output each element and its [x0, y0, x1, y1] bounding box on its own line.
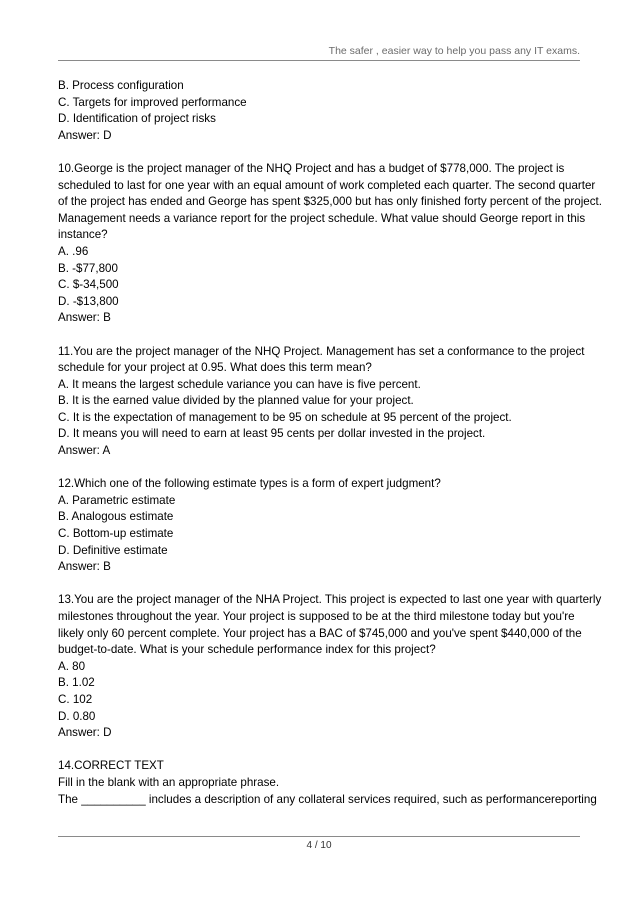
question-10 — [58, 161, 602, 327]
question-text-line: 11.You are the project manager of the NHQ Project. Management has set a conformance to the project — [58, 344, 585, 358]
question-text-line: schedule for your project at 0.95. What does this term mean? — [58, 361, 372, 375]
option-line: C. Targets for improved performance — [58, 95, 247, 109]
option-line: C. 102 — [58, 692, 93, 706]
answer-line: Answer: B — [58, 311, 111, 325]
option-line: C. Bottom-up estimate — [58, 527, 174, 541]
page-content — [58, 78, 602, 808]
option-line: D. -$13,800 — [58, 294, 119, 308]
page-number: 4 / 10 — [306, 840, 332, 851]
previous-question-continuation — [58, 78, 588, 144]
question-text-line: 12.Which one of the following estimate types is a form of expert judgment? — [58, 477, 441, 491]
option-line: B. -$77,800 — [58, 261, 118, 275]
question-text-line: of the project has ended and George has spent $325,000 but has only finished forty percent of the project. — [58, 195, 602, 209]
question-text-line: Management needs a variance report for the project schedule. What value should George report in this — [58, 211, 586, 225]
option-line: D. 0.80 — [58, 709, 96, 723]
question-14 — [58, 758, 597, 808]
question-text-line: budget-to-date. What is your schedule performance index for this project? — [58, 643, 436, 657]
question-text-line: likely only 60 percent complete. Your project has a BAC of $745,000 and you've spent $440,000 of the — [58, 626, 582, 640]
option-line: B. Process configuration — [58, 79, 184, 92]
answer-line: Answer: D — [58, 726, 112, 740]
question-11 — [58, 344, 588, 460]
option-line: B. Analogous estimate — [58, 510, 174, 524]
question-text-line: scheduled to last for one year with an equal amount of work completed each quarter. The second quarter — [58, 178, 596, 192]
answer-line: Answer: D — [58, 128, 112, 142]
option-line: A. It means the largest schedule variance you can have is five percent. — [58, 377, 421, 391]
answer-line: Answer: A — [58, 444, 111, 458]
question-text-line: milestones throughout the year. Your project is supposed to be at the third milestone today but you're — [58, 610, 575, 623]
option-line: B. 1.02 — [58, 676, 95, 690]
option-line: D. Identification of project risks — [58, 112, 216, 126]
question-text-line: The __________ includes a description of any collateral services required, such as performancereporting — [58, 792, 597, 806]
header-tagline: The safer , easier way to help you pass any IT exams. — [328, 45, 580, 57]
question-13 — [58, 592, 602, 741]
question-text-line: Fill in the blank with an appropriate phrase. — [58, 775, 280, 789]
question-text-line: instance? — [58, 228, 108, 242]
question-12 — [58, 476, 588, 576]
footer-divider — [58, 836, 580, 837]
option-line: C. $-34,500 — [58, 278, 119, 292]
question-text-line: 14.CORRECT TEXT — [58, 759, 164, 773]
question-text-line: 10.George is the project manager of the NHQ Project and has a budget of $778,000. The project is — [58, 161, 565, 175]
option-line: B. It is the earned value divided by the planned value for your project. — [58, 394, 414, 408]
option-line: A. Parametric estimate — [58, 493, 176, 507]
answer-line: Answer: B — [58, 560, 111, 574]
option-line: C. It is the expectation of management to be 95 on schedule at 95 percent of the project. — [58, 410, 512, 424]
option-line: D. Definitive estimate — [58, 543, 168, 557]
option-line: D. It means you will need to earn at least 95 cents per dollar invested in the project. — [58, 427, 486, 441]
question-text-line: 13.You are the project manager of the NHA Project. This project is expected to last one year with quarterly — [58, 593, 602, 607]
option-line: A. .96 — [58, 244, 89, 258]
header-divider — [58, 60, 580, 61]
option-line: A. 80 — [58, 659, 86, 673]
